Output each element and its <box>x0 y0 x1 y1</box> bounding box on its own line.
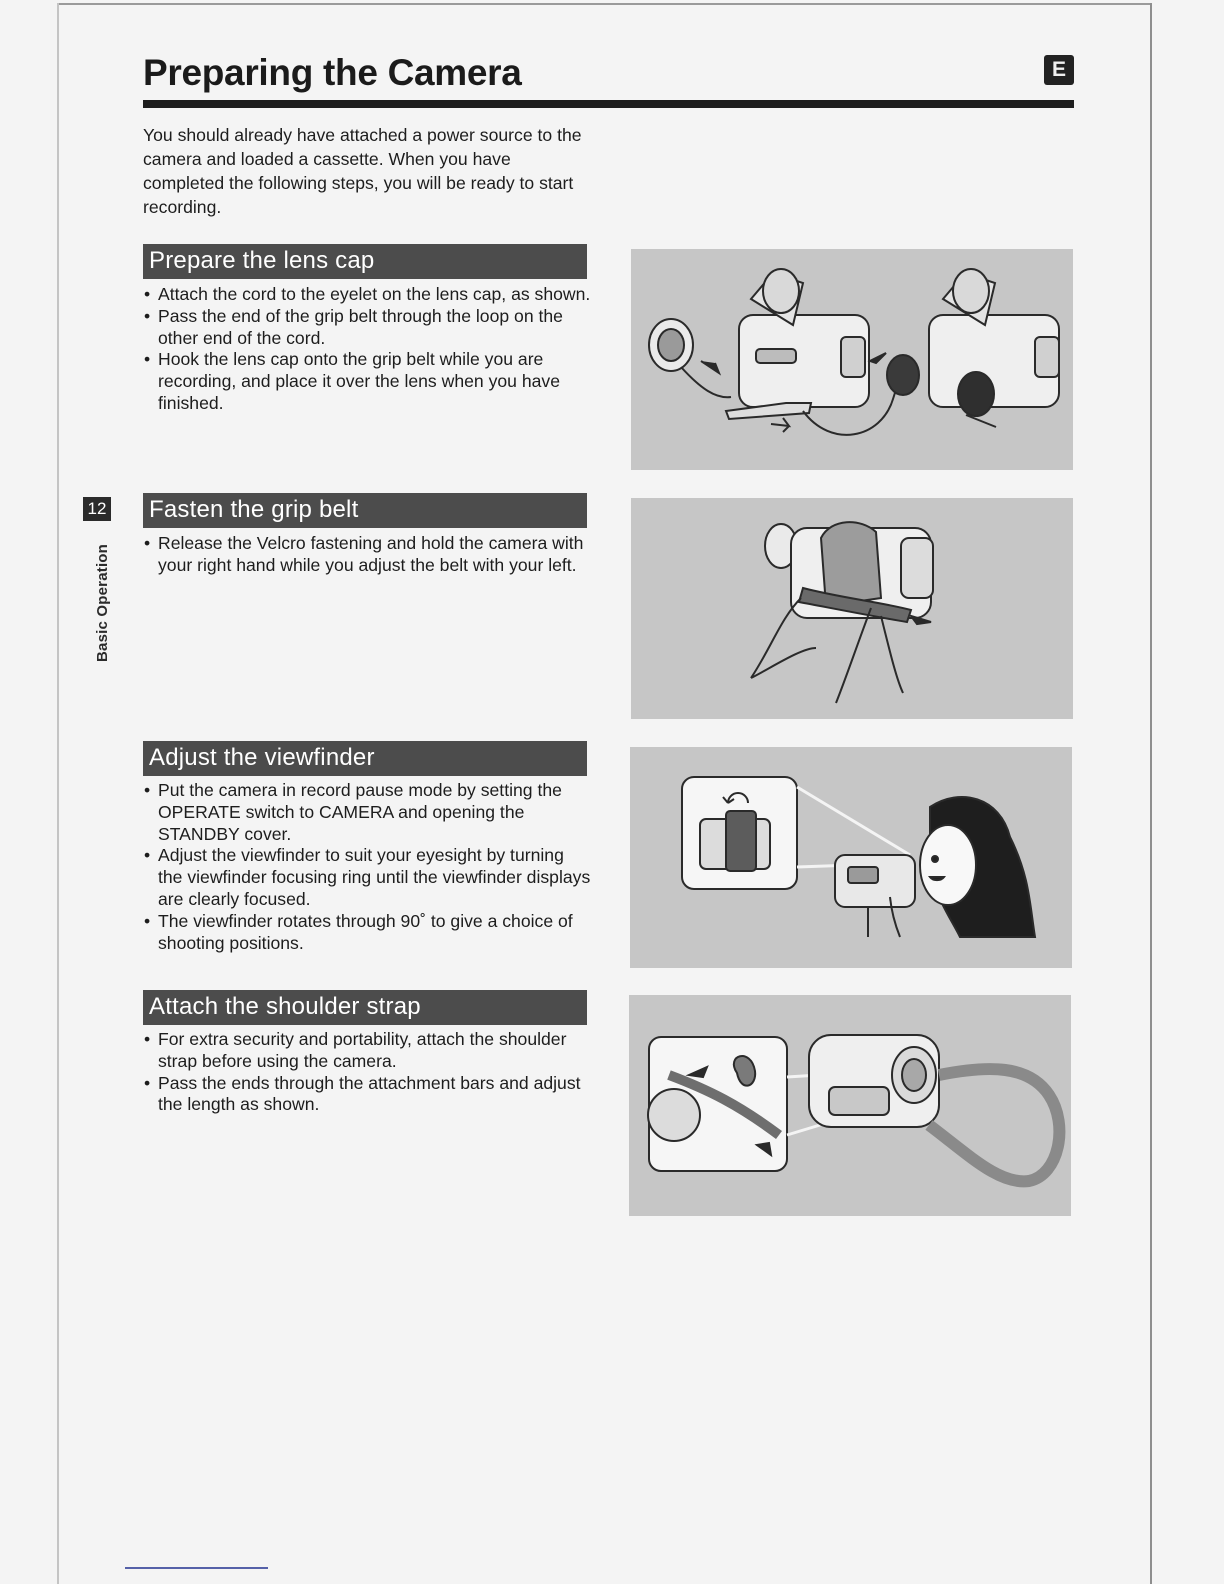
page-edge-top <box>58 3 1152 5</box>
list-item: • The viewfinder rotates through 90˚ to give a choice of shooting positions. <box>143 911 593 955</box>
bullet-list-viewfinder <box>143 780 593 954</box>
viewfinder-illustration <box>630 747 1072 968</box>
section-heading-shoulder-strap: Attach the shoulder strap <box>143 990 587 1025</box>
grip-belt-illustration <box>631 498 1073 719</box>
intro-paragraph: You should already have attached a power source to the camera and loaded a cassette. When you have completed the following steps, you will be ready to start recording. <box>143 125 582 217</box>
page-edge-right <box>1150 3 1152 1584</box>
bullet-list-lens-cap <box>143 284 593 415</box>
list-item: • Release the Velcro fastening and hold the camera with your right hand while you adjust the belt with your left. <box>143 533 593 577</box>
section-heading-grip-belt: Fasten the grip belt <box>143 493 587 528</box>
title-rule <box>143 100 1074 108</box>
bullet-list-grip-belt <box>143 533 593 577</box>
page-edge-left <box>57 3 59 1584</box>
bullet-list-shoulder-strap <box>143 1029 593 1116</box>
list-item: • For extra security and portability, attach the shoulder strap before using the camera. <box>143 1029 593 1073</box>
language-badge: E <box>1044 55 1074 85</box>
section-heading-viewfinder: Adjust the viewfinder <box>143 741 587 776</box>
section-heading-lens-cap: Prepare the lens cap <box>143 244 587 279</box>
page-title: Preparing the Camera <box>143 52 522 93</box>
lens-cap-illustration <box>631 249 1073 470</box>
list-item: • Hook the lens cap onto the grip belt while you are recording, and place it over the lens when you have finished. <box>143 349 593 414</box>
list-item: • Pass the end of the grip belt through the loop on the other end of the cord. <box>143 306 593 350</box>
shoulder-strap-illustration <box>629 995 1071 1216</box>
list-item: • Put the camera in record pause mode by setting the OPERATE switch to CAMERA and opening the STANDBY cover. <box>143 780 593 845</box>
page-edge-bottom <box>125 1567 268 1569</box>
list-item: • Attach the cord to the eyelet on the lens cap, as shown. <box>143 284 593 306</box>
list-item: • Pass the ends through the attachment bars and adjust the length as shown. <box>143 1073 593 1117</box>
list-item: • Adjust the viewfinder to suit your eyesight by turning the viewfinder focusing ring until the viewfinder displays are clearly focused. <box>143 845 593 910</box>
page-number-tab: 12 <box>83 497 111 521</box>
section-side-label: Basic Operation <box>94 543 111 662</box>
